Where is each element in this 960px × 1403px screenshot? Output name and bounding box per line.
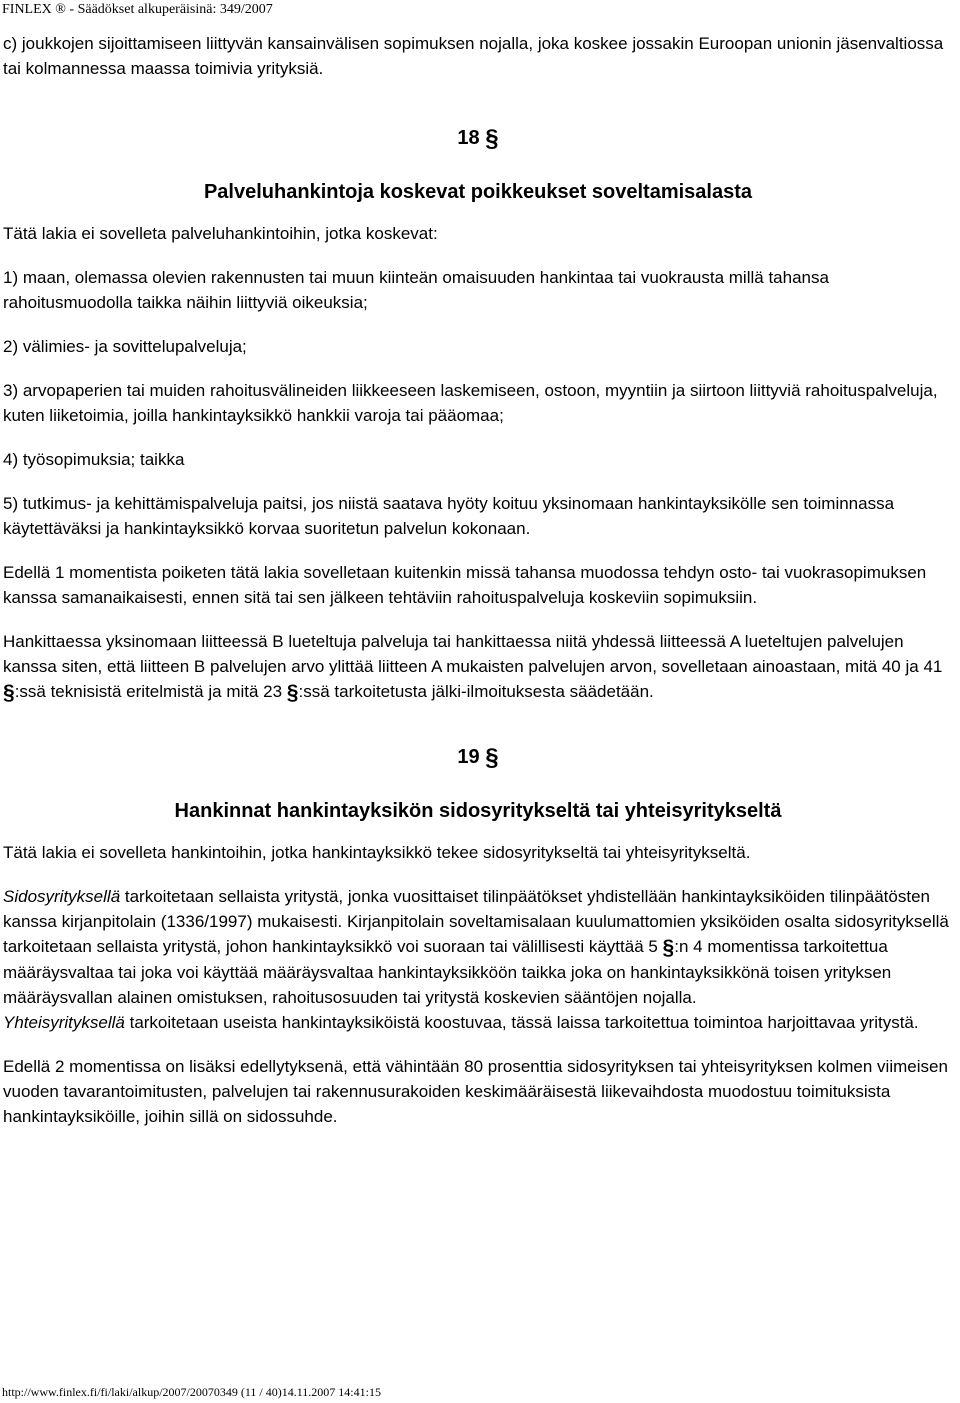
- page-footer-url: http://www.finlex.fi/fi/laki/alkup/2007/20070349 (11 / 40)14.11.2007 14:41:15: [2, 1385, 381, 1399]
- text-segment: :n 4 momentissa tarkoitettua määräysvaltaa tai joka voi käyttää määräysvaltaa hankintayksikköön taikka joka on hankintayksikkönä toisen yrityksen määräysvallan alainen omistuksen, rahoitusosuuden tai yritystä koskevien sääntöjen nojalla.: [3, 937, 892, 1007]
- defined-term: Yhteisyrityksellä: [3, 1013, 125, 1032]
- text-segment: :ssä teknisistä eritelmistä ja mitä 23: [14, 682, 287, 701]
- page-header: FINLEX ® - Säädökset alkuperäisinä: 349/2007: [2, 2, 273, 17]
- section-19-heading: [3, 744, 953, 771]
- section-18-title: Palveluhankintoja koskevat poikkeukset soveltamisalasta: [203, 181, 753, 203]
- section-sign-icon: §: [662, 936, 675, 959]
- section-18-item-3: 3) arvopaperien tai muiden rahoitusvälineiden liikkeeseen laskemiseen, ostoon, myyntiin ja siirtoon liittyviä rahoituspalveluja, kuten liiketoimia, joilla hankintayksikkö hankkii varoja tai pääomaa;: [3, 381, 938, 425]
- section-number: 18: [457, 127, 480, 149]
- text-segment: tarkoitetaan sellaista yritystä, jonka vuosittaiset tilinpäätökset yhdistellään hankintayksiköiden tilinpäätösten kanssa kirjanpitolain (1336/1997) mukaisesti. Kirjanpitolain soveltamisalaan kuulumattomien yksiköiden osalta sidosyrityksellä tarkoitetaan sellaista yritystä, johon hankintayksikkö voi suoraan tai välillisesti käyttää 5: [3, 887, 949, 956]
- section-19-paragraph-2: [3, 884, 953, 1035]
- section-sign-icon: §: [3, 681, 15, 704]
- text-segment: :ssä tarkoitetusta jälki-ilmoituksesta säädetään.: [298, 682, 654, 701]
- text-segment: Hankittaessa yksinomaan liitteessä B lueteltuja palveluja tai hankittaessa niitä yhdessä liitteessä A lueteltujen palvelujen kanssa siten, että liitteen B palvelujen arvo ylittää liitteen A mukaisten palvelujen arvon, sovelletaan ainoastaan, mitä 40 ja 41: [3, 632, 943, 676]
- text-segment: tarkoitetaan useista hankintayksiköistä koostuvaa, tässä laissa tarkoitettua toimintoa harjoittavaa yritystä.: [124, 1013, 919, 1032]
- section-19-paragraph-3: Edellä 2 momentissa on lisäksi edellytyksenä, että vähintään 80 prosenttia sidosyrityksen tai yhteisyrityksen kolmen viimeisen vuoden tavarantoimitusten, palvelujen tai rakennusurakoiden keskimääräisestä liikevaihdosta muodostuu toimituksista hankintayksiköille, joihin sillä on sidossuhde.: [3, 1057, 948, 1126]
- section-18-item-5: 5) tutkimus- ja kehittämispalveluja paitsi, jos niistä saatava hyöty koituu yksinomaan hankintayksikölle sen toiminnassa käytettäväksi ja hankintayksikkö korvaa suoritetun palvelun kokonaan.: [3, 494, 895, 538]
- section-18-heading: [3, 125, 953, 152]
- defined-term: Sidosyrityksellä: [3, 887, 121, 906]
- spacer: [3, 100, 953, 125]
- section-18-item-2: 2) välimies- ja sovittelupalveluja;: [3, 337, 247, 356]
- paragraph-intro-c: c) joukkojen sijoittamiseen liittyvän kansainvälisen sopimuksen nojalla, joka koskee jossakin Euroopan unionin jäsenvaltiossa tai kolmannessa maassa toimivia yrityksiä.: [3, 34, 944, 78]
- section-sign-icon: §: [286, 681, 299, 704]
- document-body: [3, 31, 953, 1148]
- section-18-lead: Tätä lakia ei sovelleta palveluhankintoihin, jotka koskevat:: [3, 224, 438, 243]
- section-18-item-1: 1) maan, olemassa olevien rakennusten tai muun kiinteän omaisuuden hankintaa tai vuokrausta millä tahansa rahoitusmuodolla taikka näihin liittyviä oikeuksia;: [3, 268, 829, 312]
- section-number: 19: [457, 746, 480, 768]
- section-19-title: Hankinnat hankintayksikön sidosyritykseltä tai yhteisyritykseltä: [174, 800, 782, 822]
- section-18-paragraph-2: Edellä 1 momentista poiketen tätä lakia sovelletaan kuitenkin missä tahansa muodossa tehdyn osto- tai vuokrasopimuksen kanssa samanaikaisesti, ennen sitä tai sen jälkeen tehtäviin rahoituspalveluja koskeviin sopimuksiin.: [3, 563, 927, 607]
- section-sign-icon: §: [485, 744, 499, 771]
- section-18-item-4: 4) työsopimuksia; taikka: [3, 450, 185, 469]
- section-18-paragraph-3: [3, 629, 953, 705]
- section-19-lead: Tätä lakia ei sovelleta hankintoihin, jotka hankintayksikkö tekee sidosyritykseltä tai yhteisyritykseltä.: [3, 843, 751, 862]
- spacer: [3, 724, 953, 744]
- section-sign-icon: §: [485, 125, 499, 152]
